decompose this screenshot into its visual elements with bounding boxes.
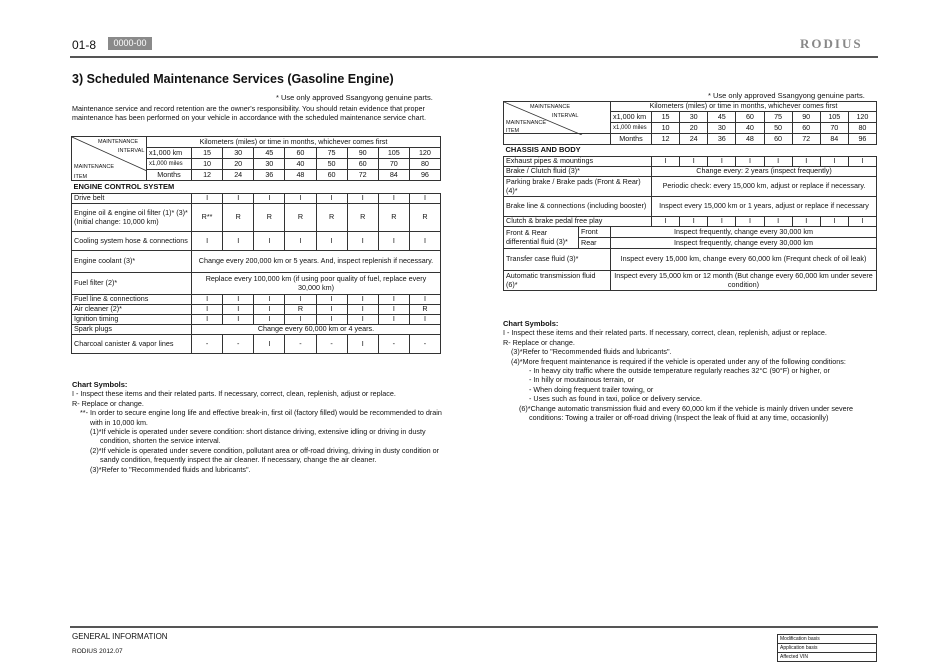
months-cell: 24: [680, 134, 708, 145]
cell: I: [192, 295, 223, 305]
cell: I: [285, 315, 316, 325]
months-cell: 60: [316, 170, 347, 181]
miles-cell: 80: [848, 123, 876, 134]
table-row: [72, 232, 441, 251]
item-label: Transfer case fluid (3)*: [504, 249, 611, 271]
km-cell: 60: [736, 112, 764, 123]
item-label: Engine coolant (3)*: [72, 251, 192, 273]
cell: I: [316, 315, 347, 325]
cell: I: [223, 194, 254, 204]
cell: I: [680, 157, 708, 167]
row-months-label: Months: [611, 134, 652, 145]
cell: I: [316, 232, 347, 251]
span-cell: Change every: 2 years (inspect frequently): [652, 167, 877, 177]
cell: I: [285, 232, 316, 251]
app-basis-label: Application basis: [778, 644, 877, 653]
miles-cell: 60: [347, 159, 378, 170]
km-cell: 105: [378, 148, 409, 159]
km-cell: 120: [409, 148, 440, 159]
table-row: [72, 335, 441, 354]
km-cell: 75: [316, 148, 347, 159]
cell: I: [254, 194, 285, 204]
miles-cell: 10: [192, 159, 223, 170]
cell: R: [254, 204, 285, 232]
symbol-line: R- Replace or change.: [72, 398, 144, 408]
chart-symbols-right: [503, 319, 879, 422]
interval-header: Kilometers (miles) or time in months, whichever comes first: [147, 137, 441, 148]
table-row: [504, 177, 877, 197]
cell: I: [848, 217, 876, 227]
span-cell: Replace every 100,000 km (if using poor quality of fuel, replace every 30,000 km): [192, 273, 441, 295]
span-cell: Inspect frequently, change every 30,000 km: [611, 238, 877, 249]
cell: I: [764, 157, 792, 167]
table-row: [72, 204, 441, 232]
table-row: [504, 167, 877, 177]
cell: R**: [192, 204, 223, 232]
cell: I: [316, 305, 347, 315]
cell: I: [347, 295, 378, 305]
symbol-line: - In heavy city traffic where the outside temperature regularly reaches 32°C (90°F) or higher, or: [529, 366, 830, 376]
cell: R: [409, 204, 440, 232]
table-row: [72, 325, 441, 335]
item-label: Parking brake / Brake pads (Front & Rear) (4)*: [504, 177, 652, 197]
item-label: Fuel line & connections: [72, 295, 192, 305]
months-cell: 48: [736, 134, 764, 145]
item-label: Exhaust pipes & mountings: [504, 157, 652, 167]
maintenance-table-chassis: [503, 101, 877, 291]
km-cell: 30: [223, 148, 254, 159]
cell: I: [820, 217, 848, 227]
months-cell: 12: [192, 170, 223, 181]
span-cell: Inspect every 15,000 km or 12 month (But change every 60,000 km under severe condition): [611, 271, 877, 291]
genuine-parts-note: * Use only approved Ssangyong genuine parts.: [276, 93, 433, 102]
item-label: Brake line & connections (including booster): [504, 197, 652, 217]
miles-cell: 70: [378, 159, 409, 170]
symbol-line: (1)*If vehicle is operated under severe condition: short distance driving, extensive idling or driving in dusty condition, shorten the service interval.: [90, 427, 426, 446]
km-cell: 90: [792, 112, 820, 123]
table-row: [72, 273, 441, 295]
cell: I: [680, 217, 708, 227]
km-cell: 45: [708, 112, 736, 123]
symbol-line: R- Replace or change.: [503, 337, 575, 347]
cell: I: [316, 295, 347, 305]
months-cell: 96: [409, 170, 440, 181]
cell: I: [285, 295, 316, 305]
cell: I: [409, 315, 440, 325]
months-cell: 36: [254, 170, 285, 181]
miles-cell: 40: [736, 123, 764, 134]
cell: I: [254, 295, 285, 305]
cell: -: [285, 335, 316, 354]
cell: I: [378, 295, 409, 305]
months-cell: 84: [820, 134, 848, 145]
miles-cell: 30: [708, 123, 736, 134]
item-label: Cooling system hose & connections: [72, 232, 192, 251]
km-cell: 75: [764, 112, 792, 123]
miles-cell: 10: [652, 123, 680, 134]
interval-header: Kilometers (miles) or time in months, whichever comes first: [611, 102, 877, 112]
cell: I: [792, 157, 820, 167]
item-label: Drive belt: [72, 194, 192, 204]
span-cell: Inspect every 15,000 km or 1 years, adjust or replace if necessary: [652, 197, 877, 217]
cell: I: [223, 232, 254, 251]
diag-maintenance: MAINTENANCE: [530, 104, 571, 110]
genuine-parts-note-right: * Use only approved Ssangyong genuine parts.: [708, 91, 865, 100]
diag-maintenance2: MAINTENANCE: [506, 120, 547, 126]
km-cell: 120: [848, 112, 876, 123]
cell: I: [347, 305, 378, 315]
table-diagonal-header: [504, 102, 611, 134]
maintenance-table-engine: [71, 136, 441, 354]
cell: I: [347, 335, 378, 354]
km-cell: 45: [254, 148, 285, 159]
cell: I: [347, 194, 378, 204]
months-cell: 60: [764, 134, 792, 145]
cell: -: [378, 335, 409, 354]
km-cell: 15: [652, 112, 680, 123]
symbols-title: Chart Symbols:: [72, 380, 128, 389]
months-cell: 72: [792, 134, 820, 145]
item-label: Charcoal canister & vapor lines: [72, 335, 192, 354]
item-label: Ignition timing: [72, 315, 192, 325]
diag-interval: INTERVAL: [552, 113, 579, 119]
miles-cell: 50: [316, 159, 347, 170]
cell: I: [223, 305, 254, 315]
cell: I: [652, 217, 680, 227]
cell: I: [736, 157, 764, 167]
cell: I: [652, 157, 680, 167]
header-rule: [70, 56, 878, 58]
intro-paragraph: Maintenance service and record retention are the owner's responsibility. You should retain evidence that proper maintenance has been performed on your vehicle in accordance with the scheduled maintenance service chart.: [72, 104, 426, 123]
item-label: Engine oil & engine oil filter (1)* (3)* (Initial change: 10,000 km): [72, 204, 192, 232]
table-row: [72, 315, 441, 325]
cell: I: [764, 217, 792, 227]
table-row: [72, 295, 441, 305]
item-label: Brake / Clutch fluid (3)*: [504, 167, 652, 177]
cell: R: [409, 305, 440, 315]
months-cell: 96: [848, 134, 876, 145]
miles-cell: 40: [285, 159, 316, 170]
cell: I: [409, 232, 440, 251]
cell: I: [378, 232, 409, 251]
table-row: [504, 217, 877, 227]
row-miles-label: x1,000 miles: [147, 159, 192, 170]
cell: I: [285, 194, 316, 204]
cell: I: [254, 305, 285, 315]
row-km-label: x1,000 km: [611, 112, 652, 123]
cell: -: [192, 335, 223, 354]
cell: I: [347, 232, 378, 251]
cell: R: [378, 204, 409, 232]
km-cell: 60: [285, 148, 316, 159]
cell: R: [316, 204, 347, 232]
months-cell: 24: [223, 170, 254, 181]
diag-interval: INTERVAL: [118, 148, 145, 154]
row-months-label: Months: [147, 170, 192, 181]
section-heading: ENGINE CONTROL SYSTEM: [72, 181, 441, 194]
item-label: Fuel filter (2)*: [72, 273, 192, 295]
months-cell: 12: [652, 134, 680, 145]
symbol-line: - In hilly or moutainous terrain, or: [529, 375, 635, 385]
symbol-line: (3)*Refer to "Recommended fluids and lubricants".: [90, 464, 251, 474]
span-cell: Change every 200,000 km or 5 years. And, inspect replenish if necessary.: [192, 251, 441, 273]
miles-cell: 70: [820, 123, 848, 134]
span-cell: Inspect frequently, change every 30,000 km: [611, 227, 877, 238]
cell: I: [192, 305, 223, 315]
cell: I: [192, 315, 223, 325]
span-cell: Periodic check: every 15,000 km, adjust or replace if necessary.: [652, 177, 877, 197]
symbols-title-right: Chart Symbols:: [503, 319, 559, 328]
span-cell: Inspect every 15,000 km, change every 60,000 km (Frequnt check of oil leak): [611, 249, 877, 271]
months-blank: [504, 134, 611, 145]
cell: -: [409, 335, 440, 354]
table-row: [504, 249, 877, 271]
cell: -: [316, 335, 347, 354]
row-km-label: x1,000 km: [147, 148, 192, 159]
mod-basis-label: Modification basis: [778, 635, 877, 644]
symbol-line: I - Inspect these items and their related parts. If necessary, correct, clean, replenish, adjust or replace.: [503, 328, 827, 338]
item-label: Spark plugs: [72, 325, 192, 335]
cell: I: [316, 194, 347, 204]
chart-symbols-left: [72, 380, 450, 474]
cell: I: [409, 295, 440, 305]
cell: I: [223, 295, 254, 305]
item-label: Clutch & brake pedal free play: [504, 217, 652, 227]
table-row: [504, 271, 877, 291]
km-cell: 30: [680, 112, 708, 123]
km-cell: 105: [820, 112, 848, 123]
symbol-line: - Uses such as found in taxi, police or delivery service.: [529, 394, 702, 404]
symbol-line: - When doing frequent trailer towing, or: [529, 384, 654, 394]
symbol-line: (2)*If vehicle is operated under severe condition, pollutant area or off-road driving, driving in dusty condition or sandy condition, frequently inspect the air cleaner. If necessary, change the air cleaner.: [90, 445, 440, 465]
cell: I: [254, 335, 285, 354]
row-miles-label: x1,000 miles: [611, 123, 652, 134]
vin-label: Affected VIN: [778, 653, 877, 662]
km-cell: 90: [347, 148, 378, 159]
modification-table: [777, 634, 877, 662]
footer-model: RODIUS 2012.07: [72, 648, 123, 655]
months-cell: 48: [285, 170, 316, 181]
table-row: [72, 251, 441, 273]
table-diagonal-header: [72, 137, 147, 181]
code-badge: 0000-00: [108, 37, 152, 50]
symbol-line: (4)*More frequent maintenance is required if the vehicle is operated under any of the following conditions:: [511, 356, 846, 366]
months-cell: 36: [708, 134, 736, 145]
item-label: Air cleaner (2)*: [72, 305, 192, 315]
brand-logo: RODIUS: [800, 36, 863, 51]
miles-cell: 20: [223, 159, 254, 170]
table-row: [72, 305, 441, 315]
section-heading: CHASSIS AND BODY: [504, 145, 877, 157]
months-cell: 72: [347, 170, 378, 181]
cell: R: [347, 204, 378, 232]
cell: I: [792, 217, 820, 227]
cell: I: [192, 232, 223, 251]
cell: R: [285, 305, 316, 315]
diag-maintenance: MAINTENANCE: [98, 139, 139, 145]
cell: I: [254, 315, 285, 325]
table-row: [72, 194, 441, 204]
miles-cell: 30: [254, 159, 285, 170]
cell: I: [254, 232, 285, 251]
cell: I: [736, 217, 764, 227]
table-row: [504, 197, 877, 217]
cell: I: [378, 194, 409, 204]
cell: I: [708, 157, 736, 167]
page-number: 01-8: [72, 38, 97, 52]
symbol-line: I - Inspect these items and their related parts. If necessary, correct, clean, replenish, adjust or replace.: [72, 389, 396, 399]
item-label: Automatic transmission fluid (6)*: [504, 271, 611, 291]
miles-cell: 20: [680, 123, 708, 134]
row-months: [504, 134, 877, 145]
sub-label: Rear: [579, 238, 611, 249]
cell: I: [347, 315, 378, 325]
miles-cell: 50: [764, 123, 792, 134]
table-row: [504, 157, 877, 167]
item-label: Front & Rear differential fluid (3)*: [504, 227, 579, 249]
table-row: [504, 227, 877, 238]
span-cell: Change every 60,000 km or 4 years.: [192, 325, 441, 335]
diag-item: ITEM: [74, 174, 88, 180]
cell: R: [285, 204, 316, 232]
cell: I: [192, 194, 223, 204]
cell: I: [378, 315, 409, 325]
symbol-line: (6)*Change automatic transmission fluid and every 60,000 km if the vehicle is mainly driven under severe conditions: Towing a trailer or off-road driving (Inspect the leak of fluid at any time, occasionlly): [519, 403, 853, 423]
cell: R: [223, 204, 254, 232]
cell: I: [820, 157, 848, 167]
cell: I: [848, 157, 876, 167]
cell: I: [223, 315, 254, 325]
diag-maintenance2: MAINTENANCE: [74, 164, 115, 170]
footer-section: GENERAL INFORMATION: [72, 632, 168, 641]
diag-item: ITEM: [506, 128, 520, 134]
miles-cell: 80: [409, 159, 440, 170]
months-cell: 84: [378, 170, 409, 181]
cell: I: [708, 217, 736, 227]
cell: I: [409, 194, 440, 204]
footer-rule: [70, 626, 878, 628]
sub-label: Front: [579, 227, 611, 238]
cell: -: [223, 335, 254, 354]
page-title: 3) Scheduled Maintenance Services (Gasoline Engine): [72, 72, 394, 86]
miles-cell: 60: [792, 123, 820, 134]
cell: I: [378, 305, 409, 315]
symbol-line: (3)*Refer to "Recommended fluids and lubricants".: [511, 347, 672, 357]
km-cell: 15: [192, 148, 223, 159]
symbol-line: **- In order to secure engine long life and effective break-in, first oil (factory filled) would be recommended to drain with in 10,000 km.: [80, 408, 442, 427]
